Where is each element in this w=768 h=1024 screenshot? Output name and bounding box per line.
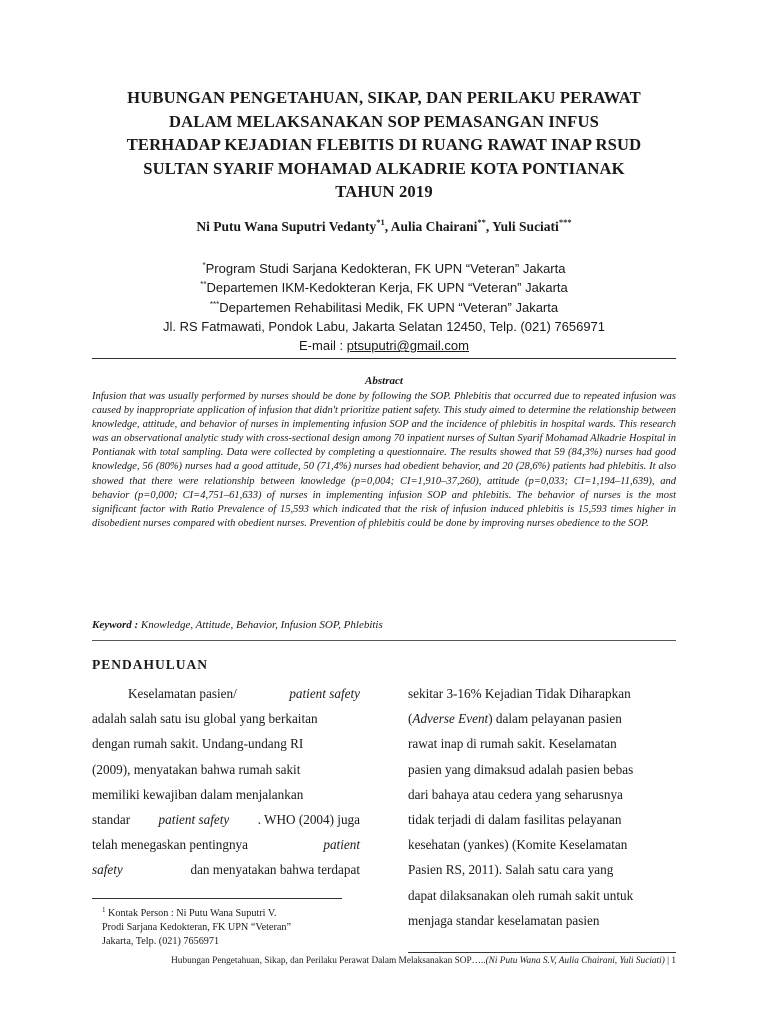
text-span: ( bbox=[408, 711, 413, 727]
text-span: Keselamatan pasien/ bbox=[128, 686, 237, 701]
footnote-marker: 1 bbox=[102, 906, 106, 914]
email-link[interactable]: ptsuputri@gmail.com bbox=[346, 338, 469, 354]
text-span: . WHO (2004) juga bbox=[257, 811, 360, 827]
text-span: patient bbox=[323, 837, 360, 853]
text-span: tidak terjadi di dalam fasilitas pelayanan bbox=[408, 811, 622, 827]
text-line bbox=[92, 857, 360, 882]
abstract-heading: Abstract bbox=[365, 375, 403, 387]
text-span: pasien yang dimaksud adalah pasien bebas bbox=[408, 761, 634, 777]
section-heading: PENDAHULUAN bbox=[92, 657, 209, 672]
email-line bbox=[92, 336, 676, 355]
text-line bbox=[408, 908, 676, 933]
text-span: (2009), menyatakan bahwa rumah sakit bbox=[92, 761, 301, 777]
text-span: dapat dilaksanakan oleh rumah sakit untuk bbox=[408, 887, 634, 903]
affiliation-line bbox=[92, 298, 676, 317]
keywords bbox=[92, 619, 676, 631]
text-line bbox=[408, 757, 676, 782]
email-label: E-mail : bbox=[299, 338, 347, 354]
text-span: dan menyatakan bahwa terdapat bbox=[190, 862, 360, 878]
text-line bbox=[408, 706, 676, 731]
text-span: dengan rumah sakit. Undang-undang RI bbox=[92, 736, 304, 752]
page-number: | 1 bbox=[664, 956, 676, 966]
text-span: patient safety bbox=[158, 811, 230, 827]
text-span: safety bbox=[92, 862, 123, 878]
text-span: kesehatan (yankes) (Komite Keselamatan bbox=[408, 837, 628, 853]
text-span: sekitar 3-16% Kejadian Tidak Diharapkan bbox=[408, 686, 631, 701]
text-span: Pasien RS, 2011). Salah satu cara yang bbox=[408, 862, 614, 878]
footnote-divider bbox=[92, 898, 342, 899]
title-line: TAHUN 2019 bbox=[335, 182, 433, 202]
text-line bbox=[92, 832, 360, 857]
keyword-label: Keyword : bbox=[92, 619, 141, 631]
footnote-text: Kontak Person : Ni Putu Wana Suputri V. bbox=[105, 908, 277, 919]
affiliation-text: Program Studi Sarjana Kedokteran, FK UPN “Veteran” Jakarta bbox=[205, 261, 566, 276]
title-line: TERHADAP KEJADIAN FLEBITIS DI RUANG RAWAT INAP RSUD bbox=[126, 135, 642, 155]
affiliation-marker: * bbox=[202, 261, 206, 270]
paper-title bbox=[92, 86, 676, 204]
text-line bbox=[408, 883, 676, 908]
title-line: HUBUNGAN PENGETAHUAN, SIKAP, DAN PERILAKU PERAWAT bbox=[127, 88, 641, 107]
author-name: Ni Putu Wana Suputri Vedanty bbox=[196, 219, 377, 234]
text-line bbox=[408, 681, 676, 706]
text-line bbox=[408, 807, 676, 832]
affiliation-marker: *** bbox=[209, 299, 220, 309]
text-span: ) dalam pelayanan pasien bbox=[488, 711, 622, 727]
title-line: SULTAN SYARIF MOHAMAD ALKADRIE KOTA PONTIANAK bbox=[143, 158, 625, 178]
affiliation-line bbox=[92, 278, 676, 297]
text-span: adalah salah satu isu global yang berkaitan bbox=[92, 711, 318, 727]
text-line bbox=[92, 731, 360, 756]
keyword-list: Knowledge, Attitude, Behavior, Infusion SOP, Phlebitis bbox=[140, 619, 383, 631]
author-marker: *1 bbox=[376, 217, 385, 227]
footnote bbox=[102, 907, 360, 948]
text-line bbox=[92, 782, 360, 807]
text-span: telah menegaskan pentingnya bbox=[92, 837, 248, 853]
affiliations bbox=[92, 259, 676, 355]
author-marker: ** bbox=[477, 217, 486, 227]
affiliation-line bbox=[92, 259, 676, 278]
text-line bbox=[408, 731, 676, 756]
affiliation-text: Departemen Rehabilitasi Medik, FK UPN “Veteran” Jakarta bbox=[219, 299, 559, 315]
body-column-right bbox=[408, 681, 676, 933]
text-line bbox=[408, 832, 676, 857]
text-line bbox=[92, 681, 360, 706]
author-list bbox=[92, 219, 676, 235]
page-footer bbox=[92, 956, 676, 966]
text-line bbox=[92, 757, 360, 782]
text-span bbox=[408, 706, 622, 731]
text-line bbox=[408, 857, 676, 882]
text-span: rawat inap di rumah sakit. Keselamatan bbox=[408, 736, 617, 752]
body-column-left bbox=[92, 681, 360, 883]
text-line bbox=[92, 706, 360, 731]
footnote-line: Jakarta, Telp. (021) 7656971 bbox=[102, 935, 220, 947]
text-span: dari bahaya atau cedera yang seharusnya bbox=[408, 786, 623, 802]
affiliation-marker: ** bbox=[200, 280, 207, 290]
text-line bbox=[408, 782, 676, 807]
footer-divider bbox=[408, 952, 676, 953]
text-span: menjaga standar keselamatan pasien bbox=[408, 912, 600, 928]
author-marker: *** bbox=[558, 217, 572, 227]
text-span: standar bbox=[92, 811, 131, 827]
text-line bbox=[92, 807, 360, 832]
abstract-text: Infusion that was usually performed by nurses should be done by following the SOP. Phlebitis that occurred due to repeated infusion was caused by inappropriate application of infusion that didn't prioritize patient safety. This study aimed to determine the relationship between knowledge, attitude, and behavior of nurses in implementing infusion SOP and the incidence of phlebitis in hospital wards. This research was an observational analytic study with cross-sectional design among 70 inpatient nurses of Sultan Syarif Mohamad Alkadrie Hospital in Pontianak with total sampling. Data were collected by completing a questionnaire. The results showed that 59 (84,3%) nurses had good knowledge, 56 (80%) nurses had a good attitude, 50 (71,4%) nurses had obedient behavior, and 20 (28,6%) patients had phlebitis. It also showed that there were relationship between knowledge (p=0,004; CI=1,910–37,260), attitude (p=0,033; CI=1,194–11,639), and behavior (p=0,000; CI=4,751–61,633) of nurses in implementing infusion SOP and phlebitis. The behavior of nurses is the most significant factor with Ratio Prevalence of 15,593 which indicated that the risk of infusion induced phlebitis is 15,593 times higher in disobedient nurses compared with obedient nurses. Prevention of phlebitis could be done by improving nurses obedience to the SOP. bbox=[92, 391, 676, 529]
text-span: memiliki kewajiban dalam menjalankan bbox=[92, 786, 304, 802]
text-span: Adverse Event bbox=[412, 711, 489, 727]
text-span: patient safety bbox=[289, 686, 360, 701]
footnote-line bbox=[102, 907, 360, 921]
address-line: Jl. RS Fatmawati, Pondok Labu, Jakarta Selatan 12450, Telp. (021) 7656971 bbox=[162, 318, 606, 334]
keyword-divider bbox=[92, 640, 676, 641]
footnote-line: Prodi Sarjana Kedokteran, FK UPN “Veteran” bbox=[102, 921, 291, 933]
footer-authors: (Ni Putu Wana S.V, Aulia Chairani, Yuli Suciati) bbox=[485, 956, 665, 966]
title-line: DALAM MELAKSANAKAN SOP PEMASANGAN INFUS bbox=[169, 111, 599, 131]
author-name: , Yuli Suciati bbox=[485, 219, 559, 234]
affiliation-text: Departemen IKM-Kedokteran Kerja, FK UPN “Veteran” Jakarta bbox=[206, 280, 568, 296]
header-divider bbox=[92, 358, 676, 359]
author-name: , Aulia Chairani bbox=[384, 219, 478, 234]
footer-title: Hubungan Pengetahuan, Sikap, dan Perilaku Perawat Dalam Melaksanakan SOP….. bbox=[171, 956, 486, 966]
